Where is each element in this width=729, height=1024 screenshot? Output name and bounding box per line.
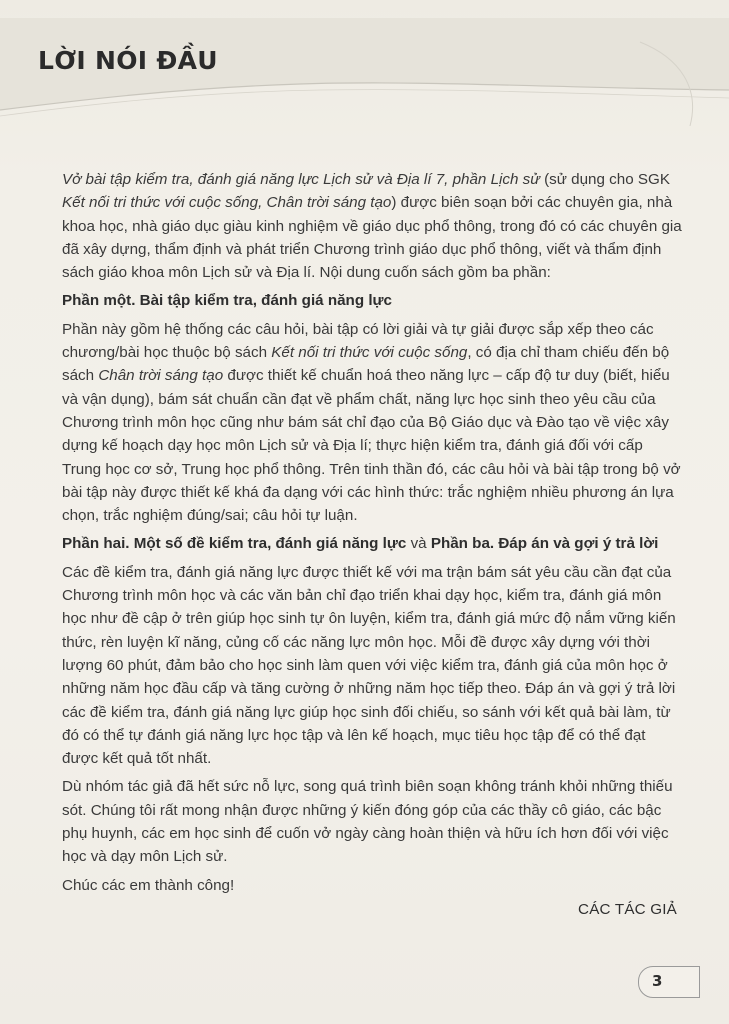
book-title-text: Vở bài tập kiểm tra, đánh giá năng lực Lịch sử và Địa lí 7, phần Lịch sử <box>62 171 540 188</box>
intro-text-part: (sử dụng cho SGK <box>539 171 670 188</box>
closing-paragraph: Dù nhóm tác giả đã hết sức nỗ lực, song quá trình biên soạn không tránh khỏi những thiếu sót. Chúng tôi rất mong nhận được những ý kiến đóng góp của các thầy cô giáo, các bậc phụ huynh, các em học sinh để cuốn vở ngày càng hoàn thiện và hữu ích hơn đối với việc học và dạy môn Lịch sử. <box>62 778 673 866</box>
section-two-heading: Phần hai. Một số đề kiểm tra, đánh giá năng lực <box>62 535 407 553</box>
section-two-paragraph: Các đề kiểm tra, đánh giá năng lực được thiết kế với ma trận bám sát yêu cầu cần đạt của Chương trình môn học và các văn bản chỉ đạo triển khai dạy học, kiểm tra, đánh giá môn học như đề cập ở trên giúp học sinh tự ôn luyện, kiểm tra, đánh giá mức độ nắm vững kiến thức, rèn luyện kĩ năng, củng cố các năng lực môn học. Mỗi đề được xây dựng với thời lượng 60 phút, đảm bảo cho học sinh làm quen với việc kiểm tra, đánh giá của môn học ở những năm học đầu cấp và tăng cường ở những năm học tiếp theo. Đáp án và gợi ý trả lời các đề kiểm tra, đánh giá năng lực giúp học sinh đối chiếu, so sánh với kết quả bài làm, từ đó có thể tự đánh giá năng lực học tập và lên kế hoạch, mục tiêu học tập để có thể đạt được kết quả tốt nhất. <box>62 563 676 768</box>
textbook-series-text: Kết nối tri thức với cuộc sống, Chân trời sáng tạo <box>62 194 392 212</box>
authors-signature: CÁC TÁC GIẢ <box>578 901 677 918</box>
page-number: 3 <box>652 972 663 990</box>
section-two-three-heading <box>62 532 684 555</box>
series-ket-noi-text: Kết nối tri thức với cuộc sống <box>271 344 468 362</box>
preface-body <box>62 168 684 902</box>
wishes-line: Chúc các em thành công! <box>62 876 235 894</box>
page-number-tab <box>638 966 700 998</box>
section-one-paragraph <box>62 318 684 528</box>
heading-connector: và <box>406 535 431 553</box>
intro-paragraph <box>62 168 684 284</box>
intro-text-rest: ) được biên soạn bởi các chuyên gia, nhà khoa học, nhà giáo dục giàu kinh nghiệm về giáo dục phổ thông, trong đó có các chuyên gia đã xây dựng, thẩm định và phát triển Chương trình giáo dục phổ thông, viết và thẩm định sách giáo khoa môn Lịch sử và Địa lí. Nội dung cuốn sách gồm ba phần: <box>62 194 682 282</box>
section-one-heading: Phần một. Bài tập kiểm tra, đánh giá năng lực <box>62 292 392 310</box>
series-chan-troi-text: Chân trời sáng tạo <box>98 367 224 385</box>
page-title: LỜI NÓI ĐẦU <box>38 46 218 75</box>
section-one-text-c: , có địa chỉ tham chiếu đến bộ sách <box>62 344 670 385</box>
section-three-heading: Phần ba. Đáp án và gợi ý trả lời <box>430 535 659 553</box>
section-one-text-e: được thiết kế chuẩn hoá theo năng lực – cấp độ tư duy (biết, hiểu và vận dụng), bám sát chuẩn cần đạt về phẩm chất, năng lực học sinh theo yêu cầu của Chương trình môn học cũng như bám sát chỉ đạo của Bộ Giáo dục và Đào tạo về việc xây dựng kế hoạch dạy học môn Lịch sử và Địa lí; thực hiện kiểm tra, đánh giá đối với cấp Trung học cơ sở, Trung học phổ thông. Trên tinh thần đó, các câu hỏi và bài tập trong bộ vở bài tập này được thiết kế khá đa dạng với các hình thức: trắc nghiệm nhiều phương án lựa chọn, trắc nghiệm đúng/sai; câu hỏi tự luận. <box>62 367 681 525</box>
section-one-text-a: Phần này gồm hệ thống các câu hỏi, bài tập có lời giải và tự giải được sắp xếp theo các chương/bài học thuộc bộ sách <box>62 320 654 362</box>
